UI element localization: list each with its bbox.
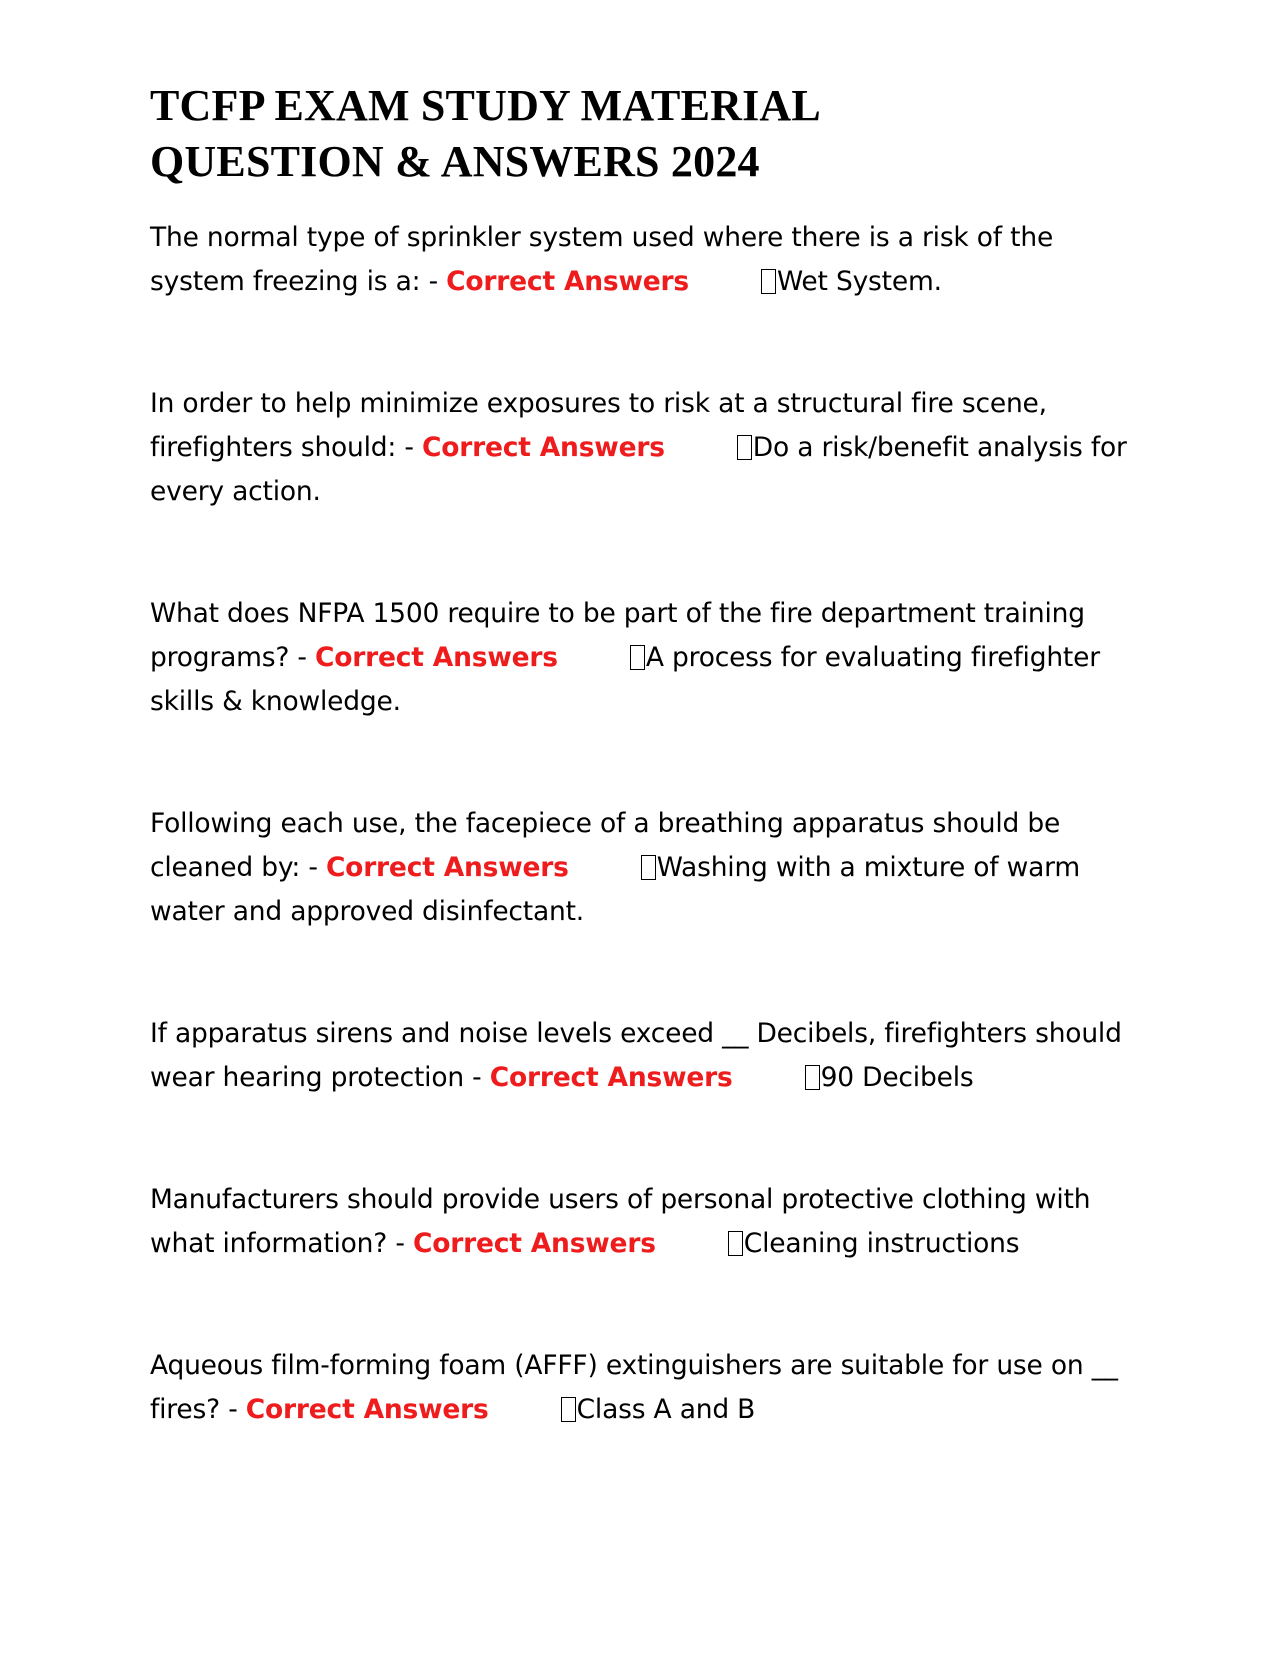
question-text: Following each use, the facepiece of a breathing apparatus should be cleaned by: - <box>150 808 1061 883</box>
question-text: What does NFPA 1500 require to be part of the fire department training programs? - <box>150 598 1085 673</box>
page-title <box>150 78 1140 190</box>
correct-answers-label: Correct Answers <box>421 432 665 463</box>
missing-glyph-box-icon <box>737 435 752 460</box>
qa-item <box>150 1344 1140 1432</box>
missing-glyph-box-icon <box>630 645 645 670</box>
title-line-1: TCFP EXAM STUDY MATERIAL <box>150 81 821 130</box>
answer-text: Wet System. <box>776 266 942 297</box>
qa-item <box>150 592 1140 724</box>
correct-answers-label: Correct Answers <box>489 1062 733 1093</box>
missing-glyph-box-icon <box>641 855 656 880</box>
correct-answers-label: Correct Answers <box>315 642 558 673</box>
missing-glyph-box-icon <box>761 269 776 294</box>
answer-text: Cleaning instructions <box>743 1228 1020 1259</box>
correct-answers-label: Correct Answers <box>245 1394 489 1425</box>
qa-item <box>150 802 1140 934</box>
question-text: In order to help minimize exposures to risk at a structural fire scene, firefighters should: - <box>150 388 1047 463</box>
question-text: Manufacturers should provide users of personal protective clothing with what information? - <box>150 1184 1091 1259</box>
qa-item <box>150 216 1140 304</box>
qa-item <box>150 1012 1140 1100</box>
answer-text: Washing with a mixture of warm water and approved disinfectant. <box>150 852 1081 927</box>
question-text: If apparatus sirens and noise levels exceed __ Decibels, firefighters should wear hearing protection - <box>150 1018 1122 1093</box>
document-content <box>150 78 1140 1432</box>
answer-text: A process for evaluating firefighter skills & knowledge. <box>150 642 1100 717</box>
missing-glyph-box-icon <box>561 1397 576 1422</box>
answer-text: 90 Decibels <box>820 1062 974 1093</box>
title-line-2: QUESTION & ANSWERS 2024 <box>150 137 760 186</box>
answer-text: Do a risk/benefit analysis for every action. <box>150 432 1127 507</box>
correct-answers-label: Correct Answers <box>325 852 569 883</box>
question-text: The normal type of sprinkler system used where there is a risk of the system freezing is a: - <box>150 222 1054 297</box>
missing-glyph-box-icon <box>805 1065 820 1090</box>
qa-item <box>150 382 1140 514</box>
qa-item <box>150 1178 1140 1266</box>
correct-answers-label: Correct Answers <box>446 266 689 297</box>
missing-glyph-box-icon <box>728 1231 743 1256</box>
correct-answers-label: Correct Answers <box>412 1228 656 1259</box>
answer-text: Class A and B <box>576 1394 756 1425</box>
question-text: Aqueous film-forming foam (AFFF) extinguishers are suitable for use on __ fires? - <box>150 1350 1118 1425</box>
